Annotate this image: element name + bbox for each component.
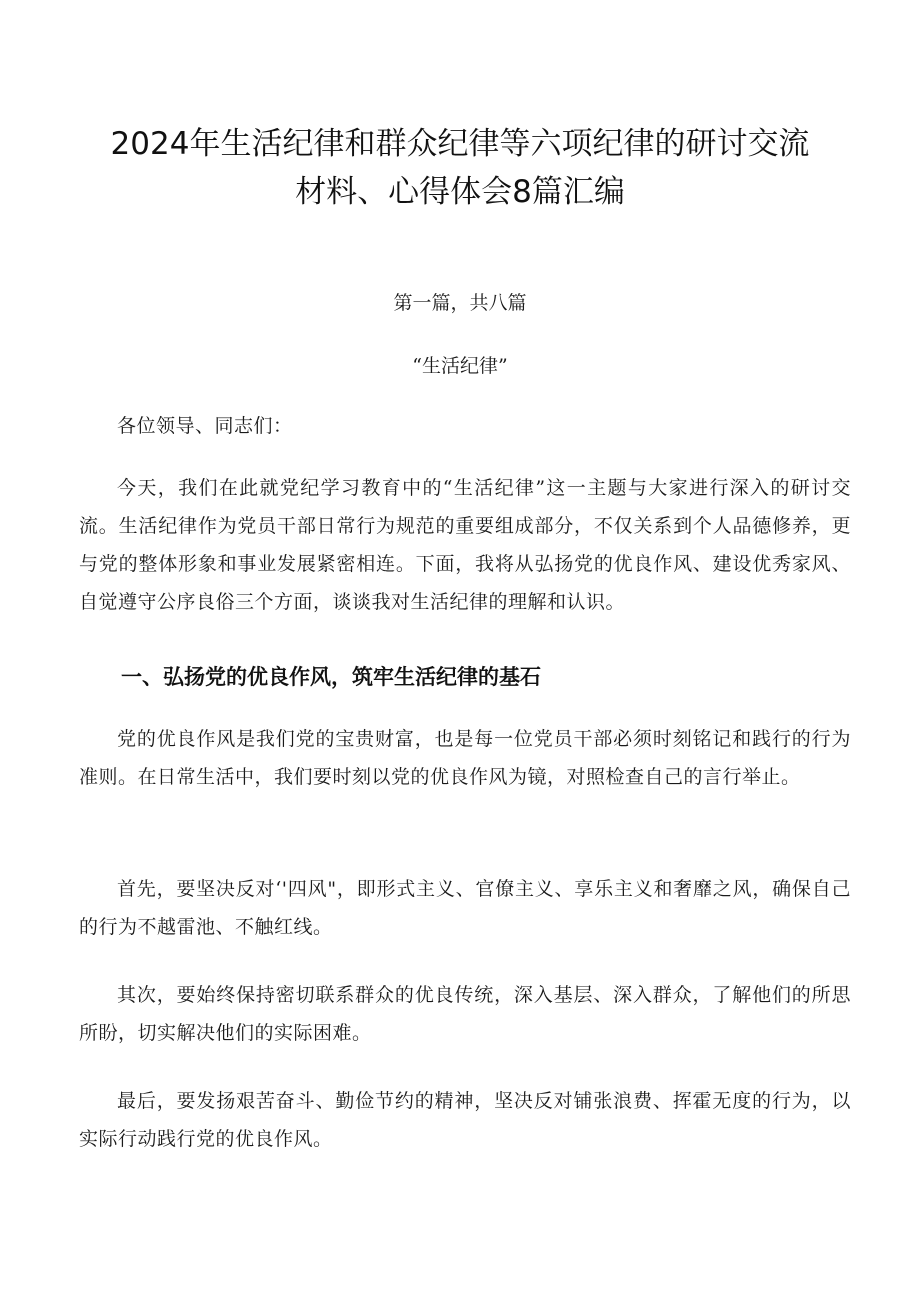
salutation: 各位领导、同志们： [117, 415, 293, 437]
section1-paragraph-4: 最后，要发扬艰苦奋斗、勤俭节约的精神，坚决反对铺张浪费、挥霍无度的行为，以实际行动践行党的优良作风。 [79, 1090, 851, 1150]
section1-paragraph-1: 党的优良作风是我们党的宝贵财富，也是每一位党员干部必须时刻铭记和践行的行为准则。在日常生活中，我们要时刻以党的优良作风为镜，对照检查自己的言行举止。 [79, 728, 851, 788]
series-label: 第一篇，共八篇 [393, 292, 527, 314]
document-title-line2: 材料、心得体会8篇汇编 [295, 174, 625, 210]
document-title-line1: 2024年生活纪律和群众纪律等六项纪律的研讨交流 [110, 126, 810, 162]
section1-heading: 一、弘扬党的优良作风，筑牢生活纪律的基石 [121, 665, 541, 689]
section1-paragraph-3: 其次，要始终保持密切联系群众的优良传统，深入基层、深入群众，了解他们的所思所盼，切实解决他们的实际困难。 [79, 984, 851, 1044]
intro-paragraph: 今天，我们在此就党纪学习教育中的“生活纪律”这一主题与大家进行深入的研讨交流。生活纪律作为党员干部日常行为规范的重要组成部分，不仅关系到个人品德修养，更与党的整体形象和事业发展紧密相连。下面，我将从弘扬党的优良作风、建设优秀家风、自觉遵守公序良俗三个方面，谈谈我对生活纪律的理解和认识。 [79, 477, 851, 613]
section1-paragraph-2: 首先，要坚决反对‘'四风"，即形式主义、官僚主义、享乐主义和奢靡之风，确保自己的行为不越雷池、不触红线。 [79, 878, 851, 938]
section-subtitle: “生活纪律” [412, 355, 508, 377]
